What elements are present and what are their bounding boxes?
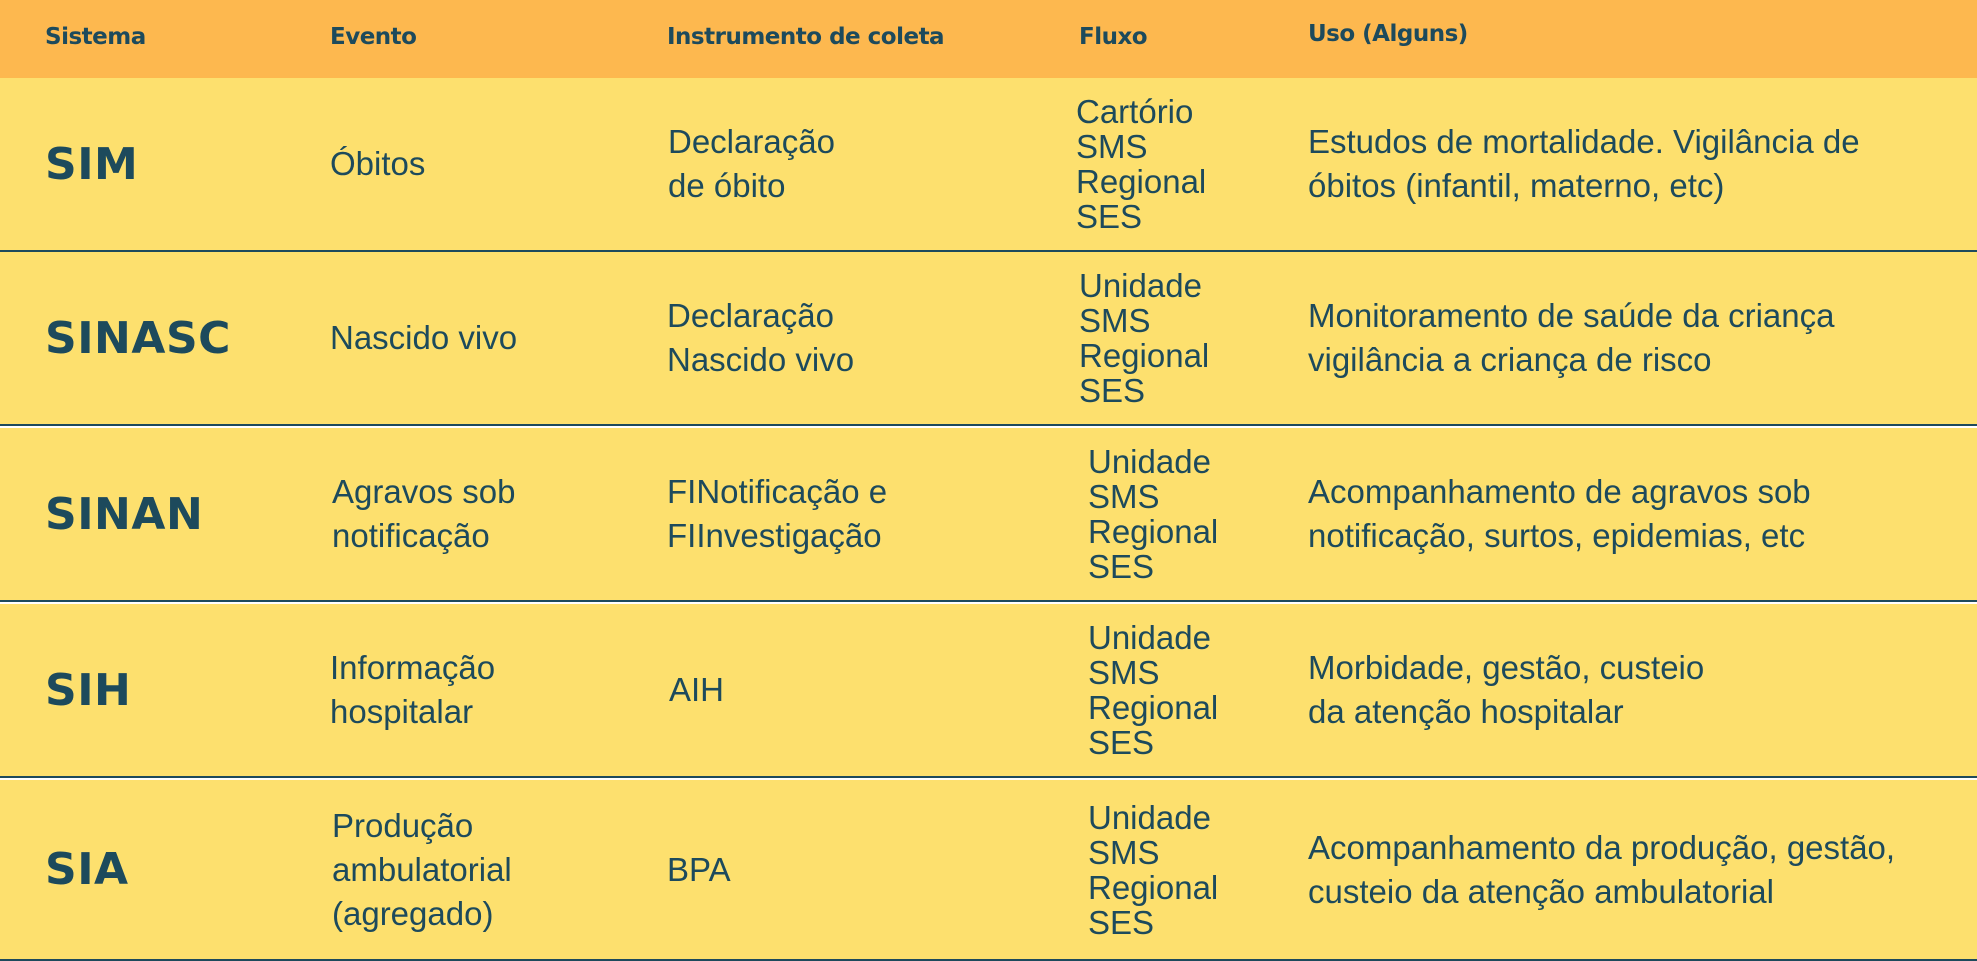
- uso-line: custeio da atenção ambulatorial: [1308, 872, 1774, 910]
- fluxo-line: Regional: [1079, 337, 1210, 374]
- instrumento-line: FIInvestigação: [667, 517, 882, 554]
- fluxo-line: Unidade: [1088, 443, 1211, 480]
- fluxo-line: SMS: [1076, 128, 1148, 165]
- instrumento-line: de óbito: [668, 167, 786, 204]
- uso-cell: [1308, 780, 1895, 959]
- instrumento-cell: [669, 604, 724, 776]
- fluxo-cell: [1088, 428, 1218, 600]
- evento-cell: [330, 604, 495, 776]
- fluxo-line: SES: [1088, 724, 1155, 761]
- sistema-name: SIA: [45, 844, 129, 895]
- uso-line: Acompanhamento da produção, gestão,: [1308, 828, 1896, 866]
- fluxo-line: Unidade: [1088, 619, 1211, 656]
- uso-cell: [1308, 428, 1811, 600]
- table-row: [0, 78, 1977, 252]
- evento-line: Agravos sob: [332, 473, 516, 510]
- instrumento-cell: [667, 780, 731, 959]
- fluxo-line: SMS: [1088, 654, 1160, 691]
- evento-cell: [332, 428, 515, 600]
- sistema-cell: [45, 78, 138, 250]
- sistema-name: SINAN: [45, 488, 204, 540]
- evento-cell: [330, 252, 517, 424]
- fluxo-line: SES: [1076, 198, 1143, 235]
- fluxo-line: SMS: [1088, 478, 1160, 515]
- fluxo-cell: [1088, 604, 1218, 776]
- instrumento-cell: [667, 428, 887, 600]
- evento-line: Óbitos: [330, 145, 426, 182]
- sistema-cell: [45, 604, 131, 776]
- uso-line: da atenção hospitalar: [1308, 693, 1624, 730]
- header-evento: Evento: [330, 24, 417, 50]
- table-row: [0, 780, 1977, 961]
- evento-line: Nascido vivo: [330, 319, 518, 356]
- header-instrumento: Instrumento de coleta: [667, 24, 945, 50]
- evento-cell: [330, 78, 425, 250]
- fluxo-cell: [1076, 78, 1206, 250]
- fluxo-line: Regional: [1088, 513, 1219, 550]
- evento-line: hospitalar: [330, 693, 474, 730]
- uso-line: vigilância a criança de risco: [1308, 341, 1712, 378]
- header-fluxo: Fluxo: [1079, 24, 1148, 50]
- table-row: [0, 252, 1977, 426]
- fluxo-cell: [1079, 252, 1209, 424]
- uso-line: Acompanhamento de agravos sob: [1308, 473, 1811, 510]
- sistema-name: SIH: [45, 664, 132, 716]
- sistema-cell: [45, 252, 231, 424]
- instrumento-cell: [668, 78, 835, 250]
- instrumento-line: AIH: [669, 671, 725, 708]
- evento-line: ambulatorial: [332, 850, 512, 888]
- fluxo-line: Regional: [1088, 868, 1219, 906]
- table-row: [0, 428, 1977, 602]
- table-header: [0, 0, 1977, 78]
- table-row: [0, 604, 1977, 778]
- fluxo-line: Unidade: [1079, 267, 1202, 304]
- evento-line: Produção: [332, 806, 474, 844]
- fluxo-line: SES: [1088, 548, 1155, 585]
- instrumento-line: Declaração: [667, 297, 834, 334]
- evento-line: (agregado): [332, 894, 494, 932]
- uso-line: Morbidade, gestão, custeio: [1308, 649, 1705, 686]
- fluxo-line: SMS: [1088, 833, 1160, 871]
- fluxo-line: SES: [1088, 903, 1155, 941]
- evento-line: notificação: [332, 517, 490, 554]
- uso-cell: [1308, 78, 1860, 250]
- fluxo-line: Regional: [1088, 689, 1219, 726]
- sistema-cell: [45, 780, 129, 959]
- instrumento-line: FINotificação e: [667, 473, 888, 510]
- uso-cell: [1308, 252, 1835, 424]
- uso-line: Estudos de mortalidade. Vigilância de: [1308, 123, 1860, 160]
- fluxo-cell: [1088, 780, 1218, 959]
- instrumento-cell: [667, 252, 854, 424]
- uso-line: Monitoramento de saúde da criança: [1308, 297, 1835, 334]
- uso-line: óbitos (infantil, materno, etc): [1308, 167, 1725, 204]
- uso-cell: [1308, 604, 1704, 776]
- instrumento-line: Nascido vivo: [667, 341, 855, 378]
- instrumento-line: BPA: [667, 850, 731, 888]
- evento-line: Informação: [330, 649, 496, 686]
- sistema-name: SINASC: [45, 312, 231, 364]
- fluxo-line: SES: [1079, 372, 1146, 409]
- fluxo-line: Regional: [1076, 163, 1207, 200]
- header-uso: Uso (Alguns): [1308, 21, 1468, 47]
- sistema-name: SIM: [45, 138, 139, 190]
- fluxo-line: Cartório: [1076, 93, 1194, 130]
- fluxo-line: Unidade: [1088, 798, 1211, 836]
- evento-cell: [332, 780, 512, 959]
- header-sistema: Sistema: [45, 24, 146, 50]
- sistema-cell: [45, 428, 203, 600]
- fluxo-line: SMS: [1079, 302, 1151, 339]
- instrumento-line: Declaração: [668, 123, 835, 160]
- uso-line: notificação, surtos, epidemias, etc: [1308, 517, 1806, 554]
